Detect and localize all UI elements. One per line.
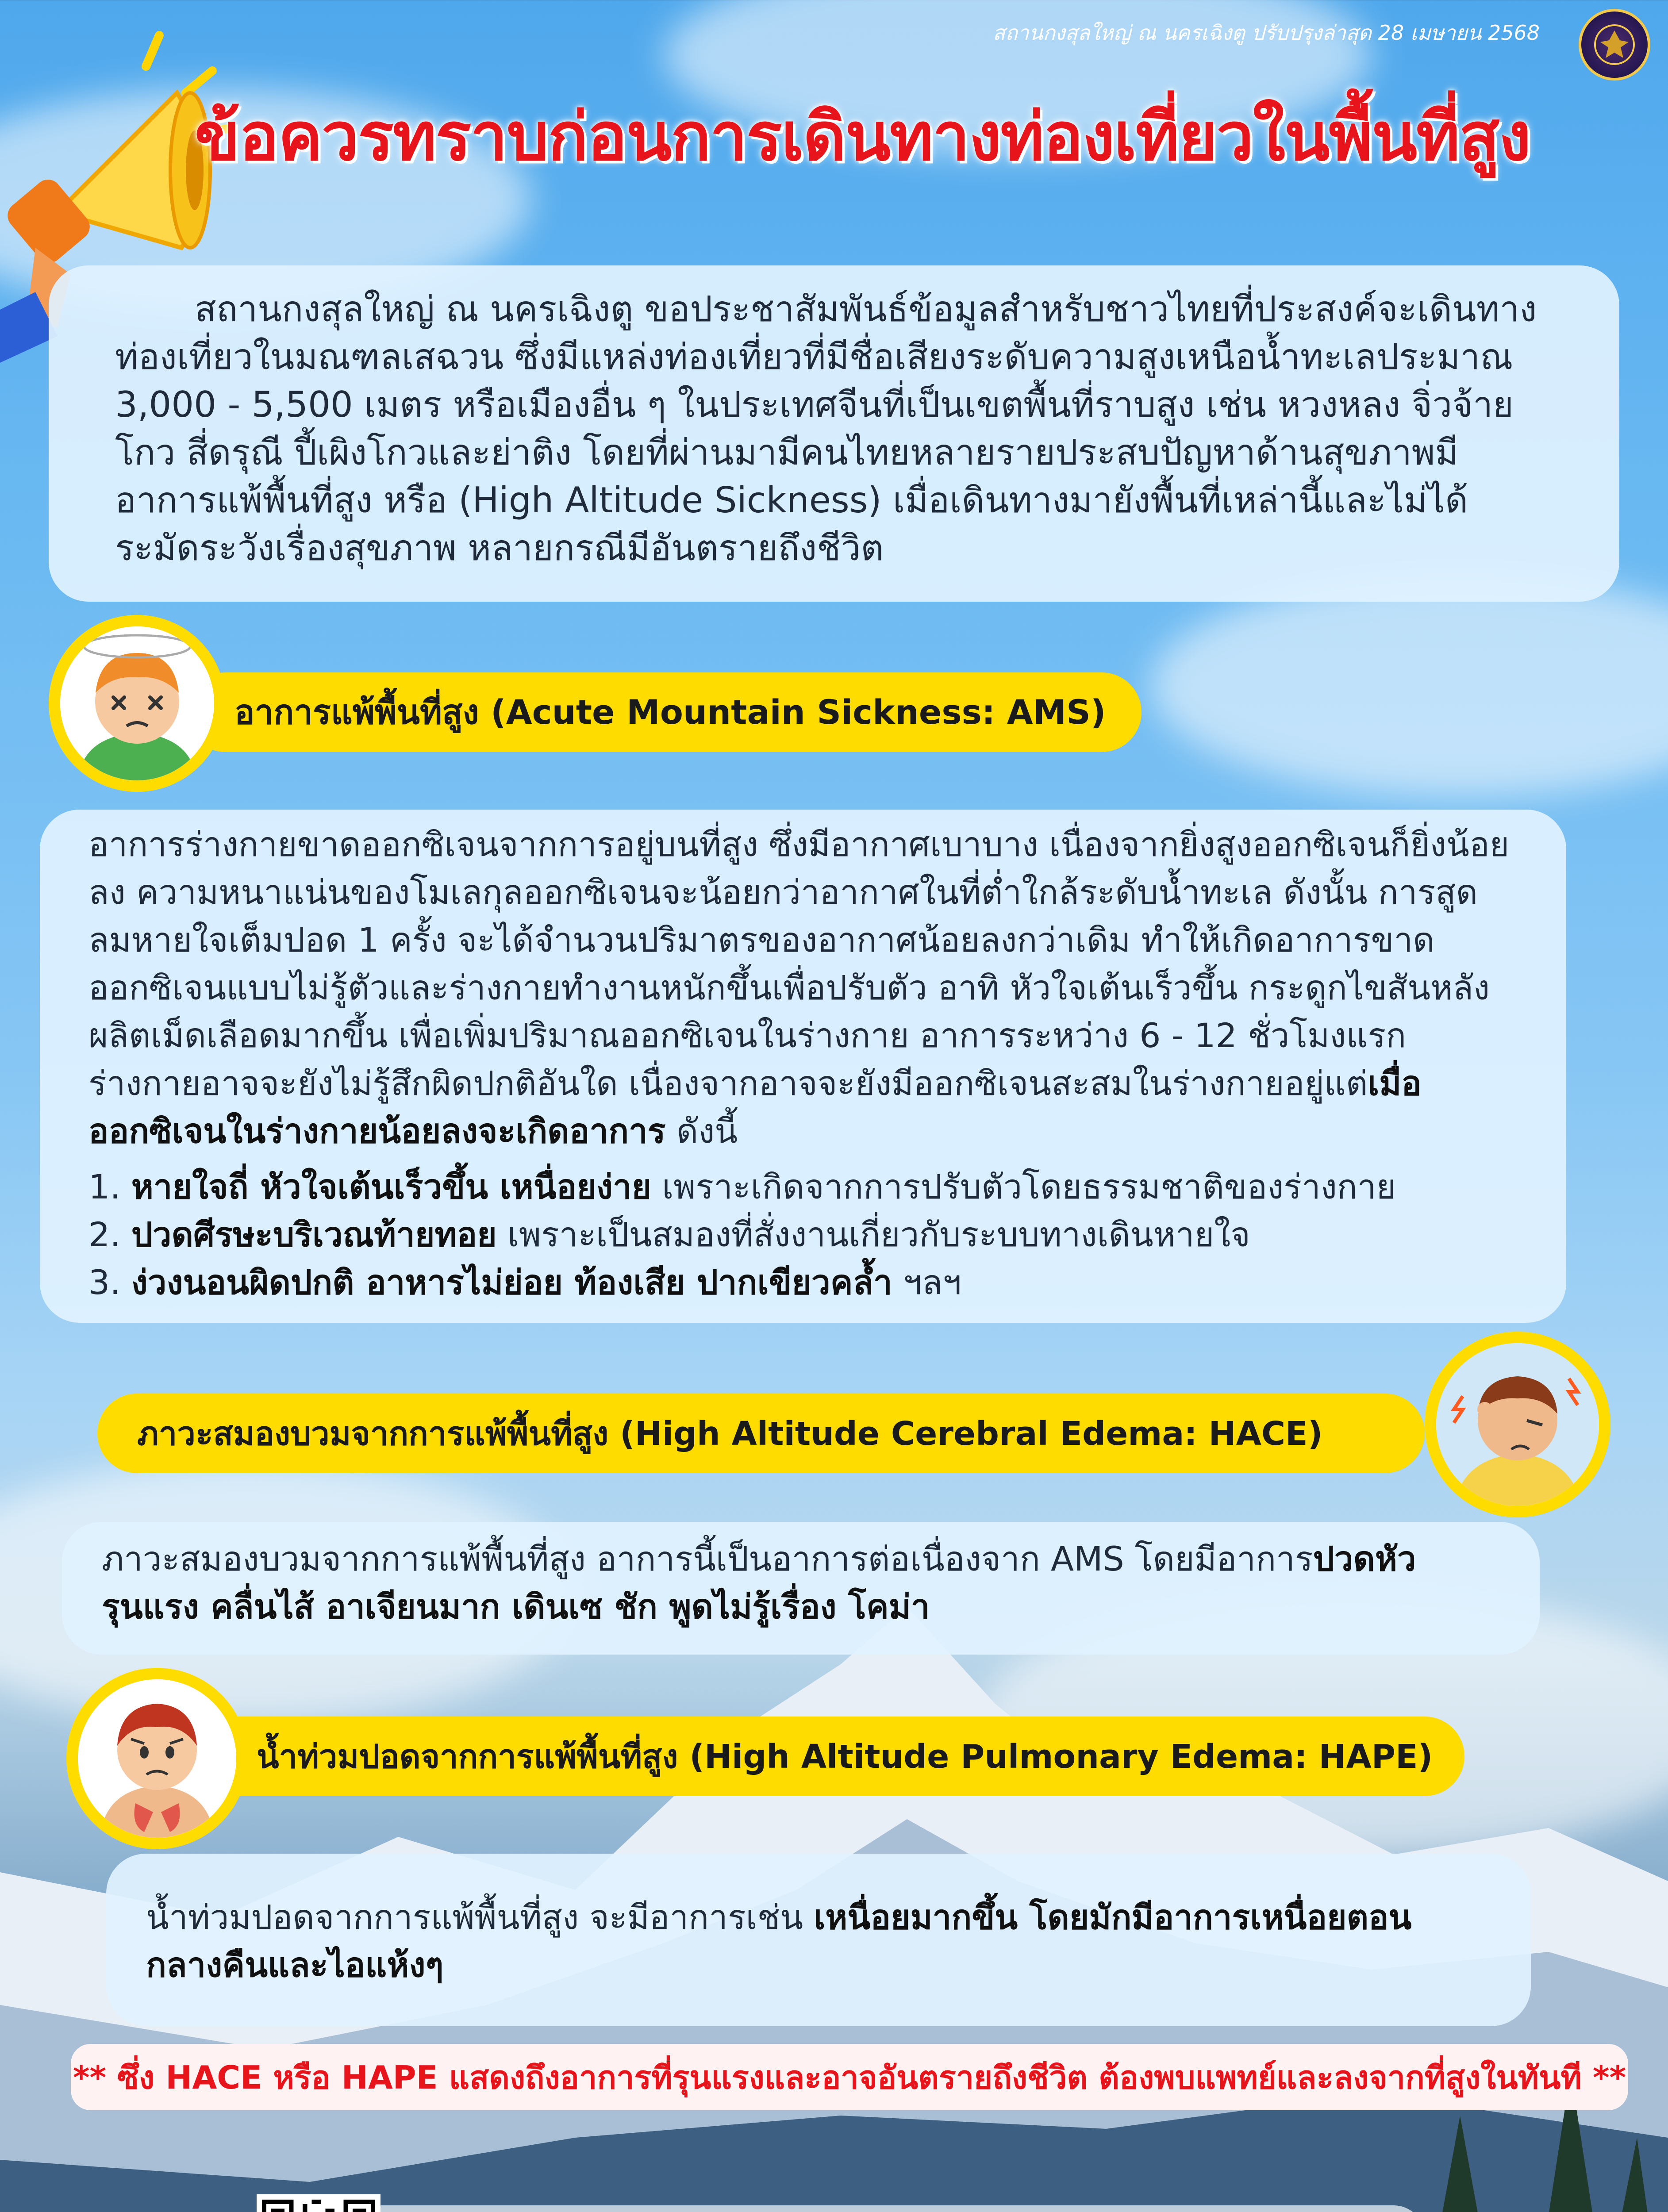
hace-body: ภาวะสมองบวมจากการแพ้พื้นที่สูง อาการนี้เป็นอาการต่อเนื่องจาก AMS โดยมีอาการ bbox=[102, 1539, 1313, 1578]
hace-heading-pill bbox=[97, 1394, 1425, 1473]
warning-text: ** ซึ่ง HACE หรือ HAPE แสดงถึงอาการที่รุนแรงและอาจอันตรายถึงชีวิต ต้องพบแพทย์และลงจากที่สูงในทันที ** bbox=[73, 2058, 1626, 2096]
ams-body-bold: เมื่อออกซิเจนในร่างกายน้อยลงจะเกิดอาการ bbox=[88, 1064, 1422, 1151]
page-title: ข้อควรทราบก่อนการเดินทางท่องเที่ยวในพื้นที่สูง bbox=[195, 99, 1530, 176]
hape-description-box bbox=[106, 1854, 1531, 2026]
hape-heading: น้ำท่วมปอดจากการแพ้พื้นที่สูง (High Altitude Pulmonary Edema: HAPE) bbox=[257, 1738, 1433, 1776]
sick-boy-lungs-icon bbox=[66, 1668, 248, 1849]
list-item: 3. ง่วงนอนผิดปกติ อาหารไม่ย่อย ท้องเสีย ปากเขียวคล้ำ ฯลฯ bbox=[88, 1263, 961, 1302]
ams-description-box bbox=[40, 810, 1566, 1323]
list-item: 2. ปวดศีรษะบริเวณท้ายทอย เพราะเป็นสมองที่สั่งงานเกี่ยวกับระบบทางเดินหายใจ bbox=[88, 1215, 1250, 1254]
header-note: สถานกงสุลใหญ่ ณ นครเฉิงตู ปรับปรุงล่าสุด 28 เมษายน 2568 bbox=[992, 21, 1540, 45]
ams-body: อาการร่างกายขาดออกซิเจนจากการอยู่บนที่สูง ซึ่งมีอากาศเบาบาง เนื่องจากยิ่งสูงออกซิเจนก็ยิ่งน้อยลง ความหนาแน่นของโมเลกุลออกซิเจนจะน้อยกว่าอากาศในที่ต่ำใกล้ระดับน้ำทะเล ดังนั้น การสูดลมหายใจเต็มปอด 1 ครั้ง จะได้จำนวนปริมาตรของอากาศน้อยลงกว่าเดิม ทำให้เกิดอาการขาดออกซิเจนแบบไม่รู้ตัวและร่างกายทำงานหนักขึ้นเพื่อปรับตัว อาทิ หัวใจเต้นเร็วขึ้น กระดูกไขสันหลังผลิตเม็ดเลือดมากขึ้น เพื่อเพิ่มปริมาณออกซิเจนในร่างกาย อาการระหว่าง 6 - 12 ชั่วโมงแรก ร่างกายอาจจะยังไม่รู้สึกผิดปกติอันใด เนื่องจากอาจจะยังมีออกซิเจนสะสมในร่างกายอยู่แต่ bbox=[88, 825, 1510, 1103]
hace-heading: ภาวะสมองบวมจากการแพ้พื้นที่สูง (High Altitude Cerebral Edema: HACE) bbox=[137, 1415, 1323, 1453]
dizzy-boy-icon bbox=[49, 615, 226, 792]
ams-body-tail: ดังนี้ bbox=[665, 1111, 738, 1151]
intro-text: สถานกงสุลใหญ่ ณ นครเฉิงตู ขอประชาสัมพันธ์ข้อมูลสำหรับชาวไทยที่ประสงค์จะเดินทางท่องเที่ยวในมณฑลเสฉวน ซึ่งมีแหล่งท่องเที่ยวที่มีชื่อเสียงระดับความสูงเหนือน้ำทะเลประมาณ 3,000 - 5,500 เมตร หรือเมืองอื่น ๆ ในประเทศจีนที่เป็นเขตพื้นที่ราบสูง เช่น หวงหลง จิ่วจ้ายโกว สี่ดรุณี ปี้เผิงโกวและย่าติง โดยที่ผ่านมามีคนไทยหลายรายประสบปัญหาด้านสุขภาพมีอาการแพ้พื้นที่สูง หรือ (High Altitude Sickness) เมื่อเดินทางมายังพื้นที่เหล่านี้และไม่ได้ระมัดระวังเรื่องสุขภาพ หลายกรณีมีอันตรายถึงชีวิต bbox=[115, 288, 1537, 568]
hace-body-bold: ปวดหัวรุนแรง คลื่นไส้ อาเจียนมาก เดินเซ ชัก พูดไม่รู้เรื่อง โคม่า bbox=[102, 1539, 1416, 1626]
intro-box bbox=[49, 265, 1619, 602]
warning-banner bbox=[71, 2044, 1628, 2110]
hape-body-bold: เหนื่อยมากขึ้น โดยมักมีอาการเหนื่อยตอนกลางคืนและไอแห้งๆ bbox=[146, 1897, 1412, 1985]
ams-heading: อาการแพ้พื้นที่สูง (Acute Mountain Sickness: AMS) bbox=[234, 692, 1106, 732]
ams-symptom-list bbox=[88, 1163, 1518, 1306]
headache-person-icon bbox=[1425, 1332, 1610, 1517]
consulate-emblem bbox=[1579, 9, 1650, 81]
cloud bbox=[1150, 575, 1668, 796]
hape-body: น้ำท่วมปอดจากการแพ้พื้นที่สูง จะมีอาการเช่น bbox=[146, 1897, 814, 1937]
qr-code[interactable] bbox=[257, 2194, 380, 2212]
contact-box bbox=[248, 2205, 1425, 2212]
hape-heading-pill bbox=[195, 1717, 1464, 1796]
ams-heading-pill bbox=[186, 672, 1141, 752]
list-item: 1. หายใจถี่ หัวใจเต้นเร็วขึ้น เหนื่อยง่าย เพราะเกิดจากการปรับตัวโดยธรรมชาติของร่างกาย bbox=[88, 1167, 1396, 1206]
hace-description-box bbox=[62, 1522, 1540, 1655]
